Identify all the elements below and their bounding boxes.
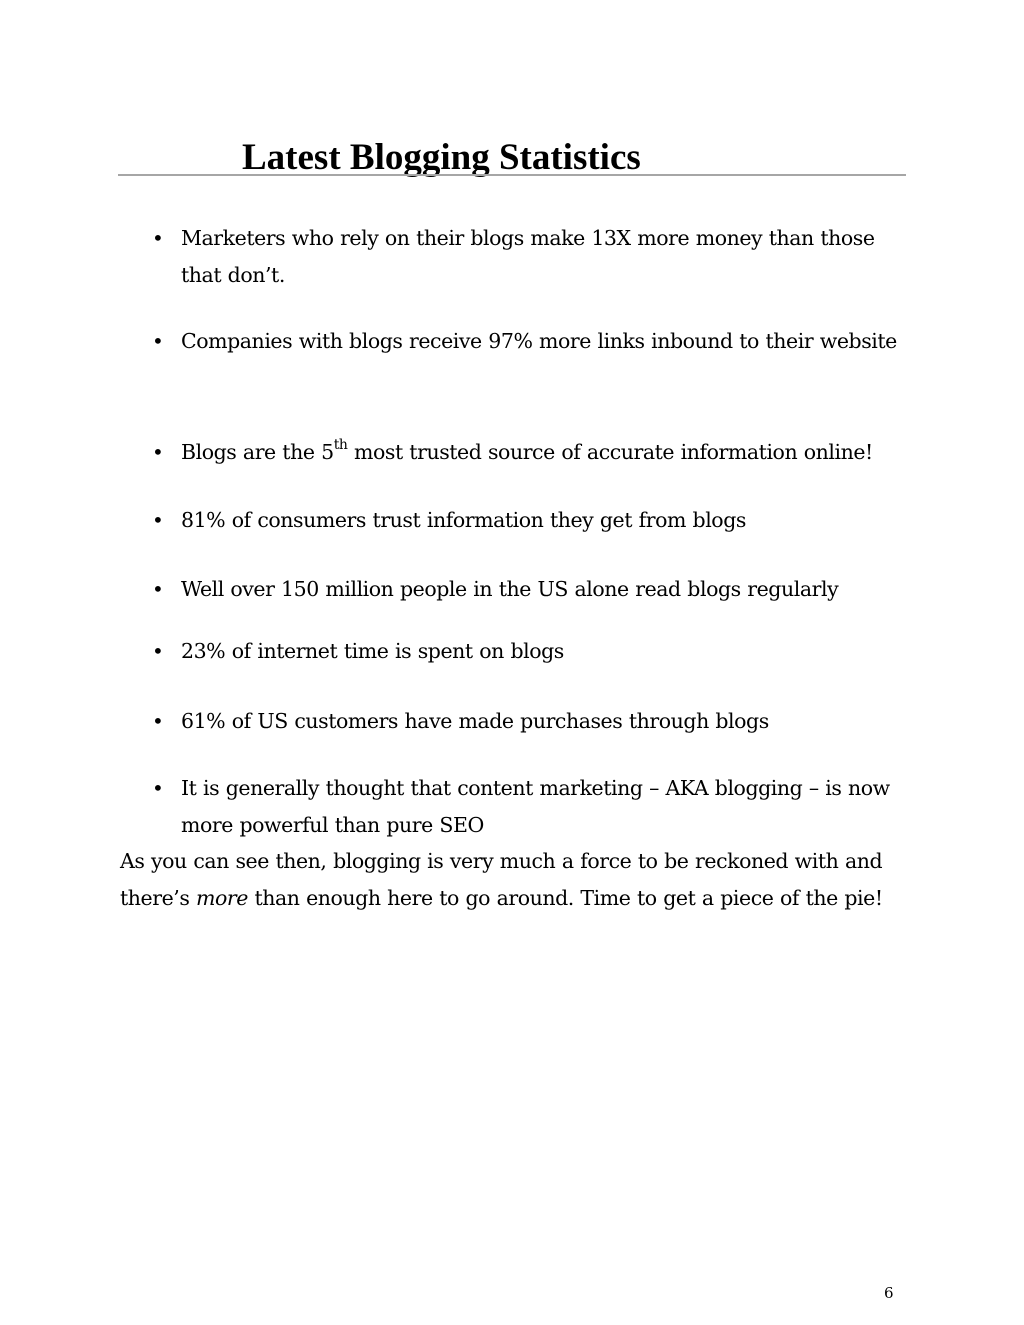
list-item-text: It is generally thought that content marketing – AKA blogging – is now more powerful than pure SEO bbox=[181, 776, 890, 837]
bullet-marker: • bbox=[152, 508, 164, 532]
bullet-marker: • bbox=[152, 226, 164, 250]
paragraph-text-start: As you can see then, blogging is very much a force to be reckoned with and there’s bbox=[120, 849, 883, 910]
list-item-text: Well over 150 million people in the US alone read blogs regularly bbox=[181, 577, 839, 601]
list-item-text bbox=[181, 434, 901, 471]
closing-paragraph bbox=[120, 843, 910, 917]
list-item-text: Companies with blogs receive 97% more links inbound to their website bbox=[181, 329, 897, 353]
bullet-marker: • bbox=[152, 577, 164, 601]
bullet-marker: • bbox=[152, 639, 164, 663]
page-title: Latest Blogging Statistics bbox=[242, 137, 641, 178]
bullet-marker: • bbox=[152, 329, 164, 353]
bullet-marker: • bbox=[152, 776, 164, 800]
list-item-text: 23% of internet time is spent on blogs bbox=[181, 639, 564, 663]
page-number: 6 bbox=[884, 1284, 894, 1302]
paragraph-text-end: than enough here to go around. Time to get a piece of the pie! bbox=[247, 886, 883, 910]
emphasized-word: more bbox=[195, 886, 248, 910]
bullet-marker: • bbox=[152, 440, 164, 464]
bullet-marker: • bbox=[152, 709, 164, 733]
ordinal-superscript: th bbox=[333, 437, 348, 454]
list-item-text-start: Blogs are the 5 bbox=[181, 440, 334, 464]
list-item-text: 81% of consumers trust information they get from blogs bbox=[181, 508, 746, 532]
list-item-text: Marketers who rely on their blogs make 13X more money than those that don’t. bbox=[181, 226, 875, 287]
list-item-text-end: most trusted source of accurate information online! bbox=[347, 440, 873, 464]
title-underline-rule bbox=[118, 174, 906, 176]
list-item-text: 61% of US customers have made purchases through blogs bbox=[181, 709, 769, 733]
